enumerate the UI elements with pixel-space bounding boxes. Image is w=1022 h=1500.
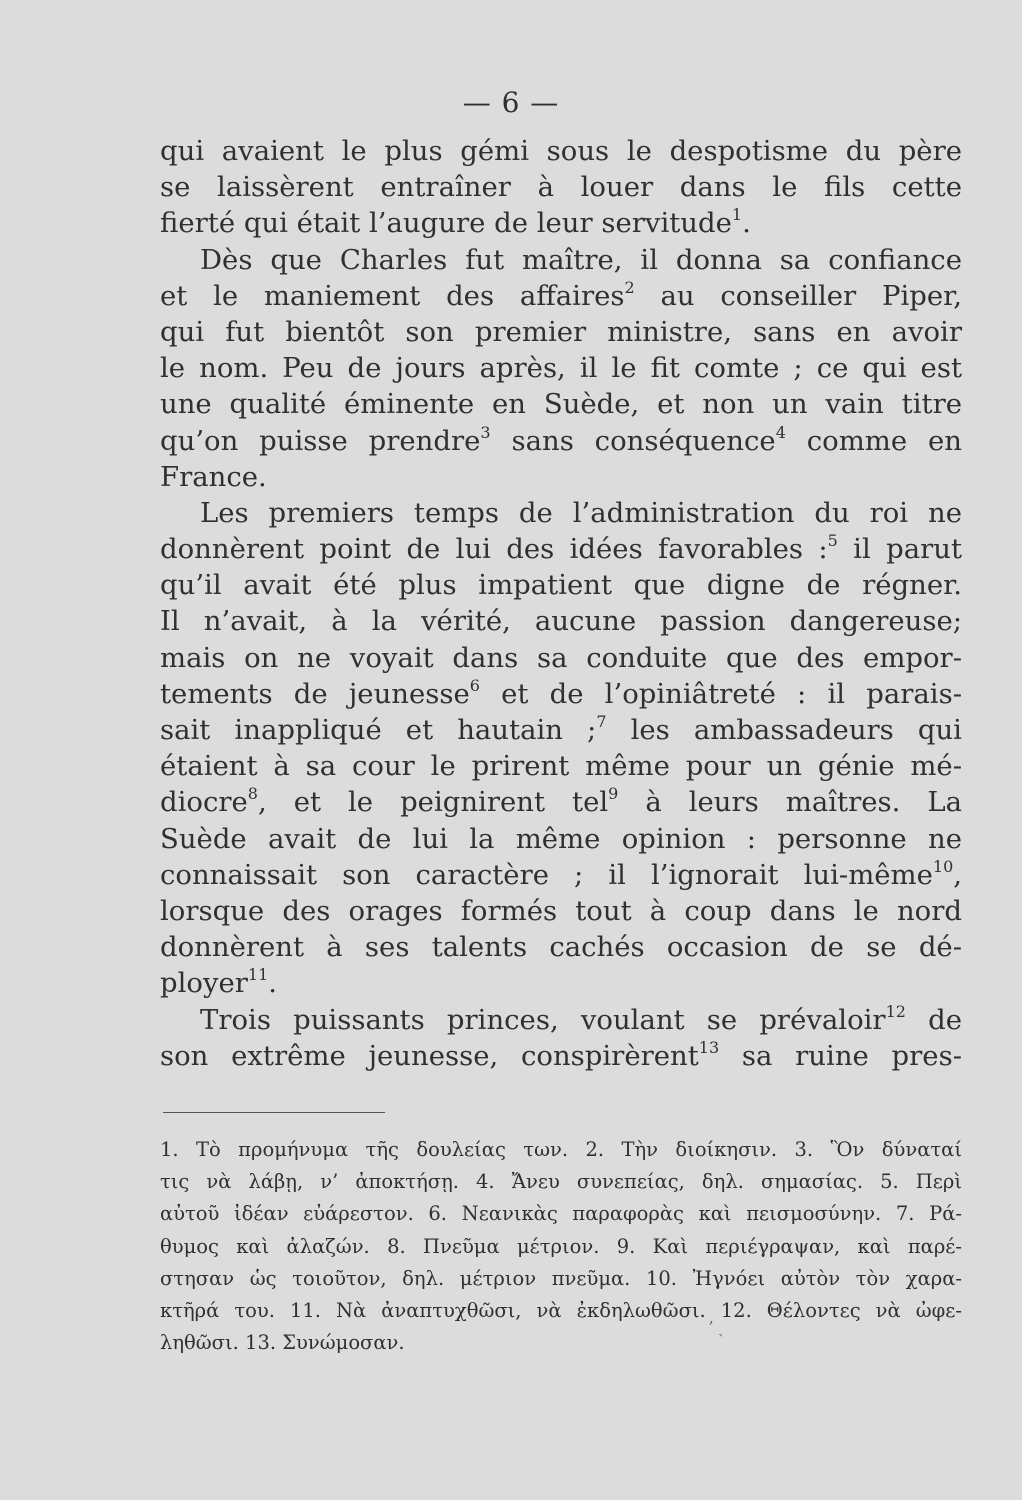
text-line: étaient à sa cour le prirent même pour un génie mé- xyxy=(160,750,962,783)
footnote-ref: 9 xyxy=(608,784,619,804)
footnote-ref: 13 xyxy=(698,1037,720,1057)
footnote-line: θυμος καὶ ἀλαζών. 8. Πνεῦμα μέτριον. 9. Καὶ περιέγραψαν, καὶ παρέ- xyxy=(160,1234,962,1258)
footnote-ref: 1 xyxy=(731,205,743,225)
footnote-divider xyxy=(163,1112,385,1113)
footnote-line: κτῆρά του. 11. Νὰ ἀναπτυχθῶσι, νὰ ἐκδηλωθῶσι. 12. Θέλοντες νὰ ὠφε- xyxy=(160,1298,962,1322)
footnote-line: ληθῶσι. 13. Συνώμοσαν. xyxy=(160,1331,405,1355)
body-text xyxy=(160,133,962,1074)
text-line: donnèrent point de lui des idées favorables :$^5$ il parut xyxy=(160,531,963,566)
footnote-ref: 2 xyxy=(624,277,635,297)
text-line: Dès que Charles fut maître, il donna sa confiance xyxy=(200,243,962,276)
text-line: le nom. Peu de jours après, il le fit comte ; ce qui est xyxy=(160,352,962,385)
text-line: et le maniement des affaires$^2$ au conseiller Piper, xyxy=(160,277,962,312)
footnote-line: τις νὰ λάβῃ, ν’ ἀποκτήσῃ. 4. Ἄνευ συνεπείας, δηλ. σημασίας. 5. Περὶ xyxy=(160,1170,962,1194)
text-line: Suède avait de lui la même opinion : personne ne xyxy=(160,822,962,855)
text-line: sait inappliqué et hautain ;$^7$ les ambassadeurs qui xyxy=(160,712,962,746)
footnote-ref: 12 xyxy=(885,1001,906,1021)
footnote-ref: 7 xyxy=(596,712,607,731)
text-line: une qualité éminente en Suède, et non un vain titre xyxy=(160,388,962,421)
footnote-ref: 6 xyxy=(469,675,480,695)
stray-ink-mark: ʼ ˏ xyxy=(708,1318,724,1337)
text-line: son extrême jeunesse, conspirèrent$^{13}$ sa ruine pres- xyxy=(160,1037,962,1072)
page-number: — 6 — xyxy=(462,86,560,119)
footnote-ref: 4 xyxy=(775,422,786,442)
text-line: donnèrent à ses talents cachés occasion de se dé- xyxy=(160,931,962,964)
footnote-ref: 8 xyxy=(247,784,258,804)
text-line: diocre$^8$, et le peignirent tel$^9$ à leurs maîtres. La xyxy=(160,784,962,819)
text-line: lorsque des orages formés tout à coup dans le nord xyxy=(160,894,962,927)
text-line: se laissèrent entraîner à louer dans le fils cette xyxy=(160,171,962,204)
footnote-ref: 11 xyxy=(247,965,269,985)
text-line: connaissait son caractère ; il l’ignorait lui-même$^{10}$, xyxy=(160,856,962,891)
footnote-ref: 5 xyxy=(827,531,838,551)
footnote-line: στησαν ὡς τοιοῦτον, δηλ. μέτριον πνεῦμα. 10. Ἠγνόει αὐτὸν τὸν χαρα- xyxy=(160,1266,962,1290)
text-line: qui fut bientôt son premier ministre, sans en avoir xyxy=(160,315,962,348)
text-line: fierté qui était l’augure de leur servitude$^1$. xyxy=(160,205,751,240)
text-line: tements de jeunesse$^6$ et de l’opiniâtreté : il parais- xyxy=(160,675,962,710)
text-line: ployer$^{11}$. xyxy=(160,965,278,1000)
text-line: mais on ne voyait dans sa conduite que des empor- xyxy=(160,641,962,674)
text-line: Les premiers temps de l’administration du roi ne xyxy=(200,496,962,529)
text-line: Trois puissants princes, voulant se prévaloir$^{12}$ de xyxy=(200,1001,962,1036)
footnote-line: αὐτοῦ ἰδέαν εὐάρεστον. 6. Νεανικὰς παραφορὰς καὶ πεισμοσύνην. 7. Ρά- xyxy=(160,1202,962,1226)
footnote-ref: 3 xyxy=(480,422,491,442)
text-line: qu’il avait été plus impatient que digne de régner. xyxy=(160,569,962,602)
text-line: qui avaient le plus gémi sous le despotisme du père xyxy=(160,135,962,167)
text-line: Il n’avait, à la vérité, aucune passion dangereuse; xyxy=(160,605,962,638)
footnotes xyxy=(160,1134,962,1359)
footnote-ref: 10 xyxy=(932,856,954,876)
footnote-line: 1. Τὸ προμήνυμα τῆς δουλείας των. 2. Τὴν διοίκησιν. 3. Ὃν δύναταί xyxy=(160,1138,962,1161)
text-line: qu’on puisse prendre$^3$ sans conséquence$^4$ comme en xyxy=(160,422,962,457)
text-line: France. xyxy=(160,460,267,493)
